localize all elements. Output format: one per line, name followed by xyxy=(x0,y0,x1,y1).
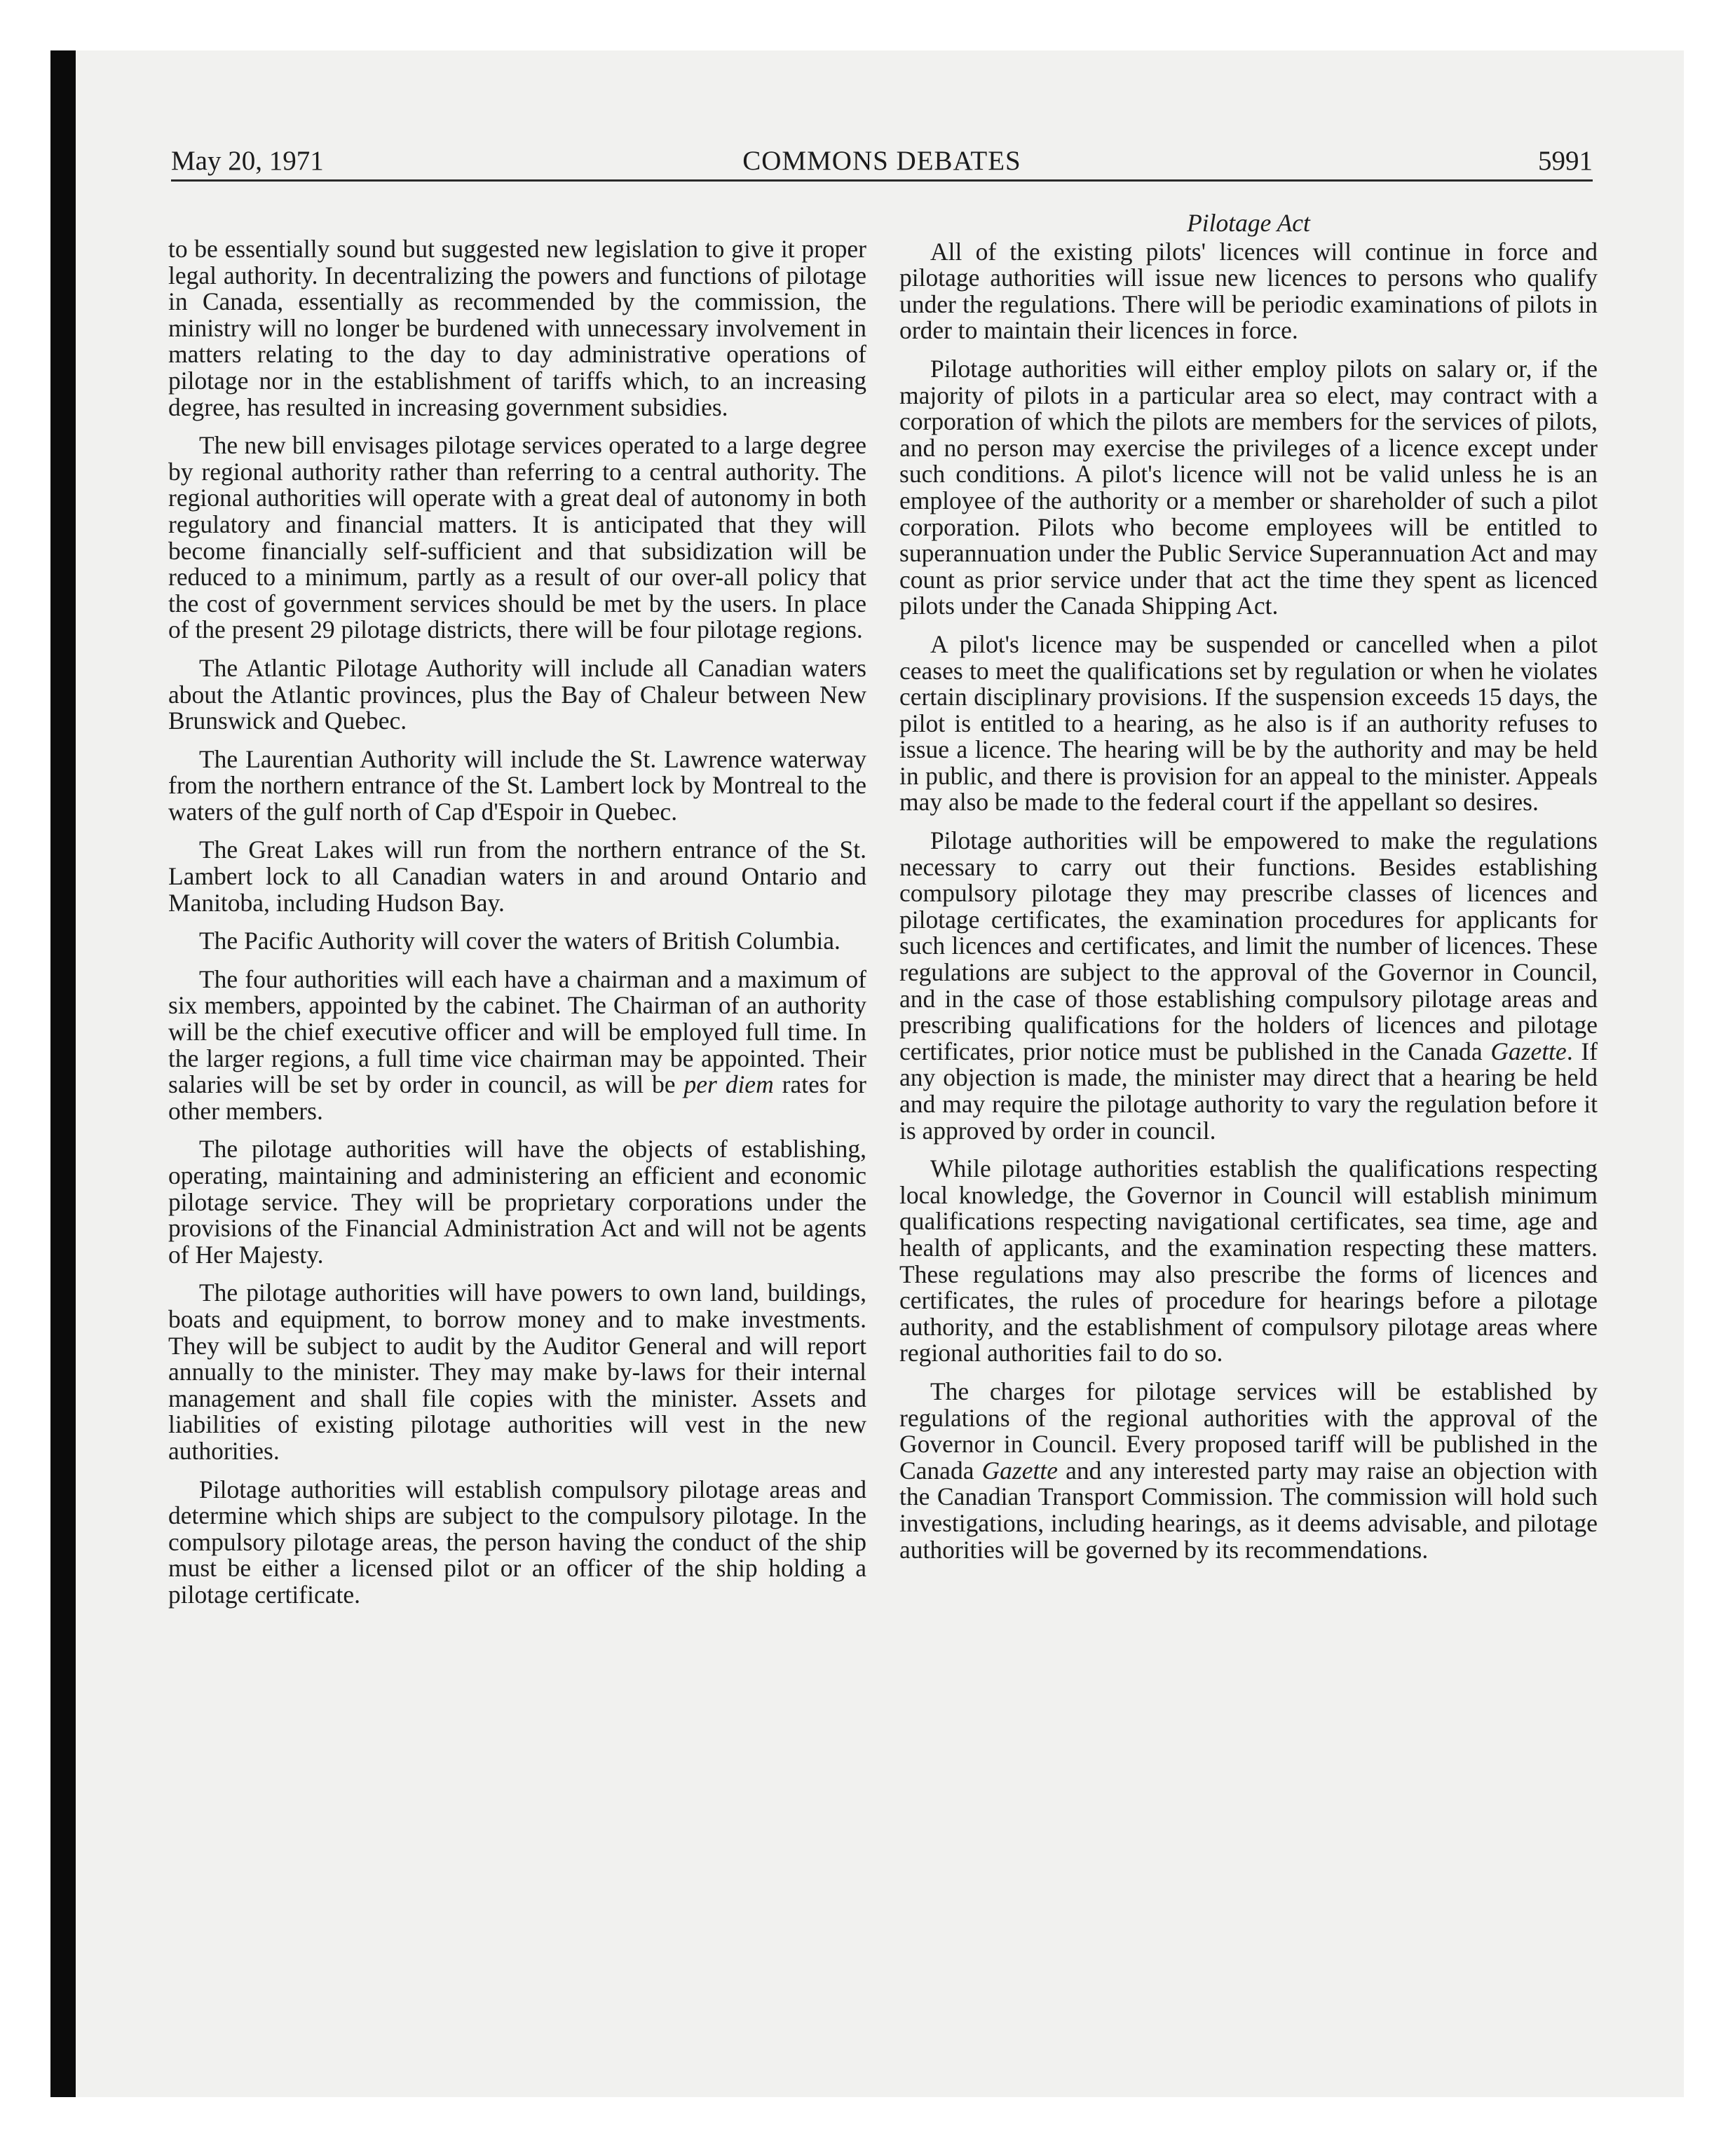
header-page-number: 5991 xyxy=(1538,146,1593,176)
paragraph: The pilotage authorities will have powers to own land, buildings, boats and equipment, to borrow money and to make investments. They will be subject to audit by the Auditor General and will report annually to the minister. They may make by-laws for their internal management and shall file copies with the minister. Assets and liabilities of existing pilotage authorities will vest in the new authorities. xyxy=(168,1278,866,1465)
paragraph: Pilotage authorities will establish compulsory pilotage areas and determine which ships are subject to the compulsory pilotage. In the compulsory pilotage areas, the person having the conduct of the ship must be either a licensed pilot or an officer of the ship holding a pilotage certificate. xyxy=(168,1475,866,1609)
paragraph xyxy=(899,828,1598,1144)
text-run: and any interested party may raise an objection with the Canadian Transport Commission. The commission will hold such investigations, including hearings, as it deems advisable, and pilotage authorities will be governed by its recommendations. xyxy=(899,1456,1598,1564)
italic-text: Gazette xyxy=(1490,1037,1567,1065)
binding-edge xyxy=(50,50,76,2097)
paragraph: A pilot's licence may be suspended or cancelled when a pilot ceases to meet the qualifications set by regulation or when he violates certain disciplinary provisions. If the suspension exceeds 15 days, the pilot is entitled to a hearing, as he also is if an authority refuses to issue a licence. The hearing will be by the authority and may be held in public, and there is provision for an appeal to the minister. Appeals may also be made to the federal court if the appellant so desires. xyxy=(899,629,1598,817)
text-run: The four authorities will each have a chairman and a maximum of six members, appointed by the cabinet. The Chairman of an authority will be the chief executive officer and will be employed full time. In the larger regions, a full time vice chairman may be appointed. Their salaries will be set by order in council, as will be xyxy=(168,964,866,1099)
text-run: . If any objection is made, the minister may direct that a hearing be held and may require the pilotage authority to vary the regulation before it is approved by order in council. xyxy=(899,1037,1598,1145)
header-title: COMMONS DEBATES xyxy=(742,146,1021,176)
paragraph: The pilotage authorities will have the objects of establishing, operating, maintaining and administering an efficient and economic pilotage service. They will be proprietary corporations under the provisions of the Financial Administration Act and will not be agents of Her Majesty. xyxy=(168,1135,866,1269)
paragraph xyxy=(899,1379,1598,1563)
paragraph xyxy=(168,964,866,1125)
italic-text: Gazette xyxy=(981,1456,1058,1485)
paragraph: The Pacific Authority will cover the waters of British Columbia. xyxy=(199,927,841,955)
text-run: rates for other members. xyxy=(168,1070,866,1125)
paragraph: Pilotage authorities will either employ pilots on salary or, if the majority of pilots in a particular area so elect, may contract with a corporation of which the pilots are members for the services of pilots, and no person may exercise the privileges of a licence except under such conditions. A pilot's licence will not be valid unless he is an employee of the authority or a member or shareholder of such a pilot corporation. Pilots who become employees will be entitled to superannuation under the Public Service Superannuation Act and may count as prior service under that act the time they spent as licenced pilots under the Canada Shipping Act. xyxy=(899,354,1598,620)
left-column xyxy=(168,236,866,1621)
paragraph: to be essentially sound but suggested new legislation to give it proper legal authority. In decentralizing the powers and functions of pilotage in Canada, essentially as recommended by the commission, the ministry will no longer be burdened with unnecessary involvement in matters relating to the day to day administrative operations of pilotage nor in the establishment of tariffs which, to an increasing degree, has resulted in increasing government subsidies. xyxy=(168,235,866,421)
header-date: May 20, 1971 xyxy=(171,146,324,176)
header-rule xyxy=(171,179,1593,182)
section-subheading: Pilotage Act xyxy=(1187,209,1310,237)
paragraph: All of the existing pilots' licences will continue in force and pilotage authorities will issue new licences to persons who qualify under the regulations. There will be periodic examinations of pilots in order to maintain their licences in force. xyxy=(899,237,1598,345)
paragraph: The Laurentian Authority will include the St. Lawrence waterway from the northern entrance of the St. Lambert lock by Montreal to the waters of the gulf north of Cap d'Espoir in Quebec. xyxy=(168,744,866,826)
page-header xyxy=(171,144,1593,179)
italic-text: per diem xyxy=(683,1070,774,1099)
text-run: Pilotage authorities will be empowered to make the regulations necessary to carry out their functions. Besides establishing compulsory pilotage they may prescribe classes of licences and pilotage certificates, the examination procedures for applicants for such licences and certificates, and limit the number of licences. These regulations are subject to the approval of the Governor in Council, and in the case of those establishing compulsory pilotage areas and prescribing qualifications for the holders of licences and pilotage certificates, prior notice must be published in the Canada xyxy=(899,826,1598,1065)
right-column xyxy=(899,210,1598,1575)
paragraph: The Great Lakes will run from the northern entrance of the St. Lambert lock to all Canadian waters in and around Ontario and Manitoba, including Hudson Bay. xyxy=(168,835,866,917)
paragraph: The Atlantic Pilotage Authority will include all Canadian waters about the Atlantic provinces, plus the Bay of Chaleur between New Brunswick and Quebec. xyxy=(168,653,866,735)
text-run: The charges for pilotage services will be established by regulations of the regional authorities with the approval of the Governor in Council. Every proposed tariff will be published in the Canada xyxy=(899,1377,1598,1485)
paragraph: While pilotage authorities establish the qualifications respecting local knowledge, the Governor in Council will establish minimum qualifications respecting navigational certificates, sea time, age and health of applicants, and the examination respecting these matters. These regulations may also prescribe the forms of licences and certificates, the rules of procedure for hearings before a pilotage authority, and the establishment of compulsory pilotage areas where regional authorities fail to do so. xyxy=(899,1154,1598,1367)
paragraph: The new bill envisages pilotage services operated to a large degree by regional authority rather than referring to a central authority. The regional authorities will operate with a great deal of autonomy in both regulatory and financial matters. It is anticipated that they will become financially self-sufficient and that subsidization will be reduced to a minimum, partly as a result of our over-all policy that the cost of government services should be met by the users. In place of the present 29 pilotage districts, there will be four pilotage regions. xyxy=(168,431,866,644)
